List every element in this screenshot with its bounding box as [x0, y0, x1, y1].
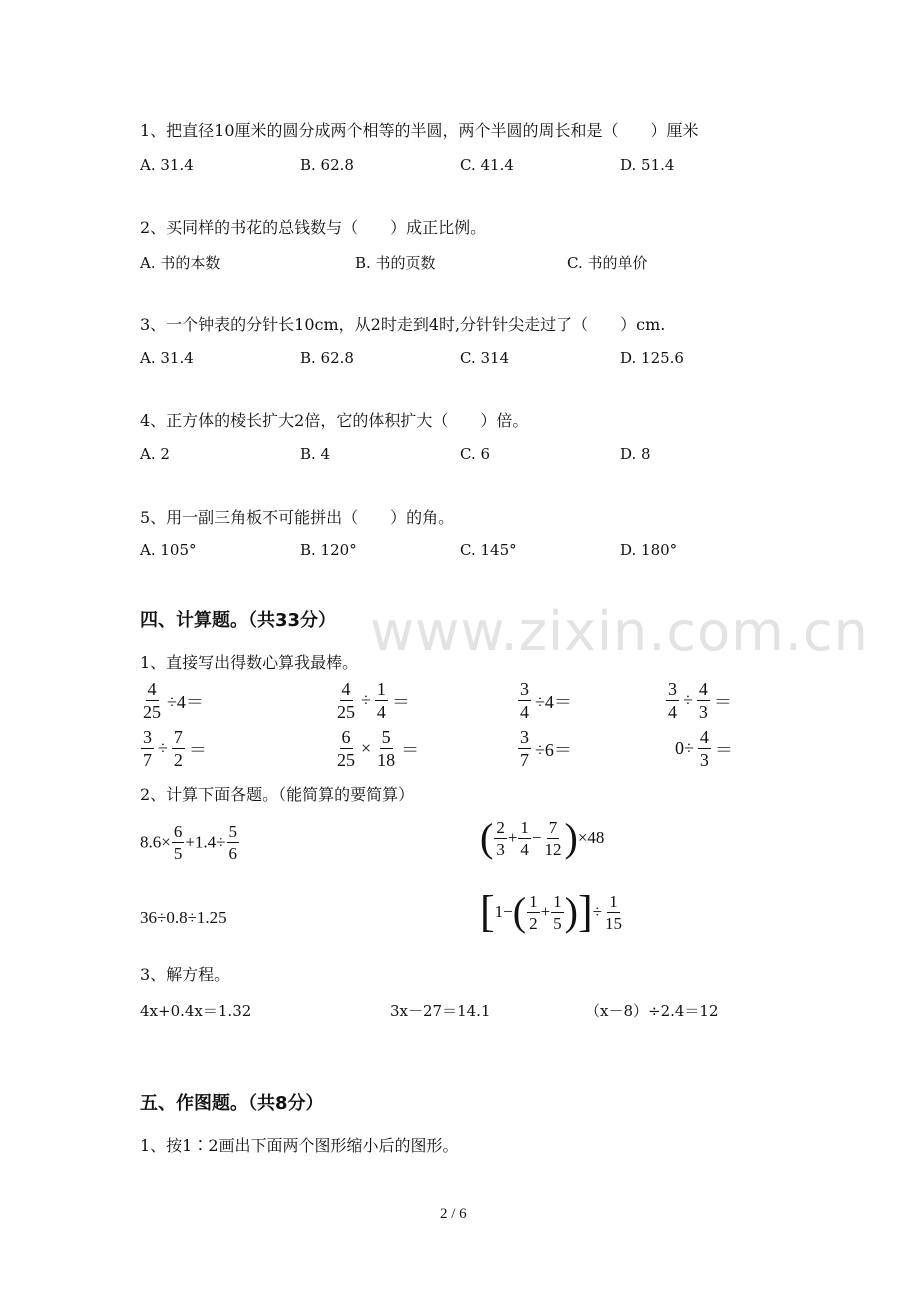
q1-option-d: D. 51.4: [620, 156, 675, 174]
q3-option-a: A. 31.4: [140, 349, 194, 367]
equation-3: （x－8）÷2.4＝12: [585, 1002, 719, 1020]
mental-math-2: $\frac{4}{25}$ ÷ $\frac{1}{4}$ ＝: [337, 679, 410, 722]
question-2-stem: 2、买同样的书花的总钱数与（ ）成正比例。: [140, 218, 487, 237]
question-1-stem: 1、把直径10厘米的圆分成两个相等的半圆，两个半圆的周长和是（ ）厘米: [140, 121, 699, 140]
q5-option-b: B. 120°: [300, 541, 357, 559]
section-5-title: 五、作图题。（共8分）: [140, 1093, 324, 1114]
mental-math-1: $\frac{4}{25}$ ÷4＝: [143, 679, 204, 722]
page-number: 2 / 6: [440, 1206, 467, 1222]
q1-option-b: B. 62.8: [300, 156, 354, 174]
mental-math-5: $\frac{3}{7}$ ÷ $\frac{7}{2}$ ＝: [143, 727, 207, 770]
calc-sub-3-title: 3、解方程。: [140, 965, 231, 984]
mental-math-4: $\frac{3}{4}$ ÷ $\frac{4}{3}$ ＝: [668, 679, 732, 722]
watermark: www.zixin.com.cn: [370, 600, 869, 663]
calc-expression-2: ( $\frac{2}{3}$ + $\frac{1}{4}$ − $\frac{7}{12}$ )×48: [480, 815, 605, 860]
q4-option-a: A. 2: [140, 445, 170, 463]
q5-option-d: D. 180°: [620, 541, 678, 559]
equation-1: 4x+0.4x＝1.32: [140, 1002, 252, 1020]
calc-sub-1-title: 1、直接写出得数心算我最棒。: [140, 653, 359, 672]
mental-math-3: $\frac{3}{4}$ ÷4＝: [520, 679, 572, 722]
q5-option-c: C. 145°: [460, 541, 517, 559]
q2-option-a: A. 书的本数: [140, 254, 221, 272]
q5-option-a: A. 105°: [140, 541, 197, 559]
drawing-sub-1-title: 1、按1∶2画出下面两个图形缩小后的图形。: [140, 1136, 459, 1155]
q4-option-b: B. 4: [300, 445, 331, 463]
question-3-stem: 3、一个钟表的分针长10cm，从2时走到4时,分针针尖走过了（ ）cm.: [140, 315, 666, 334]
calc-expression-3: 36÷0.8÷1.25: [140, 908, 227, 927]
q1-option-c: C. 41.4: [460, 156, 514, 174]
section-4-title: 四、计算题。（共33分）: [140, 610, 337, 631]
q4-option-c: C. 6: [460, 445, 491, 463]
calc-sub-2-title: 2、计算下面各题。（能简算的要简算）: [140, 785, 415, 804]
q3-option-c: C. 314: [460, 349, 510, 367]
q3-option-b: B. 62.8: [300, 349, 354, 367]
equation-2: 3x－27＝14.1: [390, 1002, 491, 1020]
q2-option-c: C. 书的单价: [567, 254, 648, 272]
mental-math-6: $\frac{6}{25}$ × $\frac{5}{18}$ ＝: [337, 727, 420, 770]
mental-math-8: 0÷ $\frac{4}{3}$ ＝: [675, 727, 733, 770]
mental-math-7: $\frac{3}{7}$ ÷6＝: [520, 727, 572, 770]
q4-option-d: D. 8: [620, 445, 651, 463]
calc-expression-1: 8.6× $\frac{6}{5}$ +1.4÷ $\frac{5}{6}$: [140, 822, 238, 863]
question-5-stem: 5、用一副三角板不可能拼出（ ）的角。: [140, 508, 455, 527]
calc-expression-4: [1−( $\frac{1}{2}$ + $\frac{1}{5}$ )]÷ $\frac{1}{15}$: [480, 887, 622, 936]
q2-option-b: B. 书的页数: [355, 254, 436, 272]
question-4-stem: 4、正方体的棱长扩大2倍，它的体积扩大（ ）倍。: [140, 411, 529, 430]
q1-option-a: A. 31.4: [140, 156, 194, 174]
q3-option-d: D. 125.6: [620, 349, 684, 367]
